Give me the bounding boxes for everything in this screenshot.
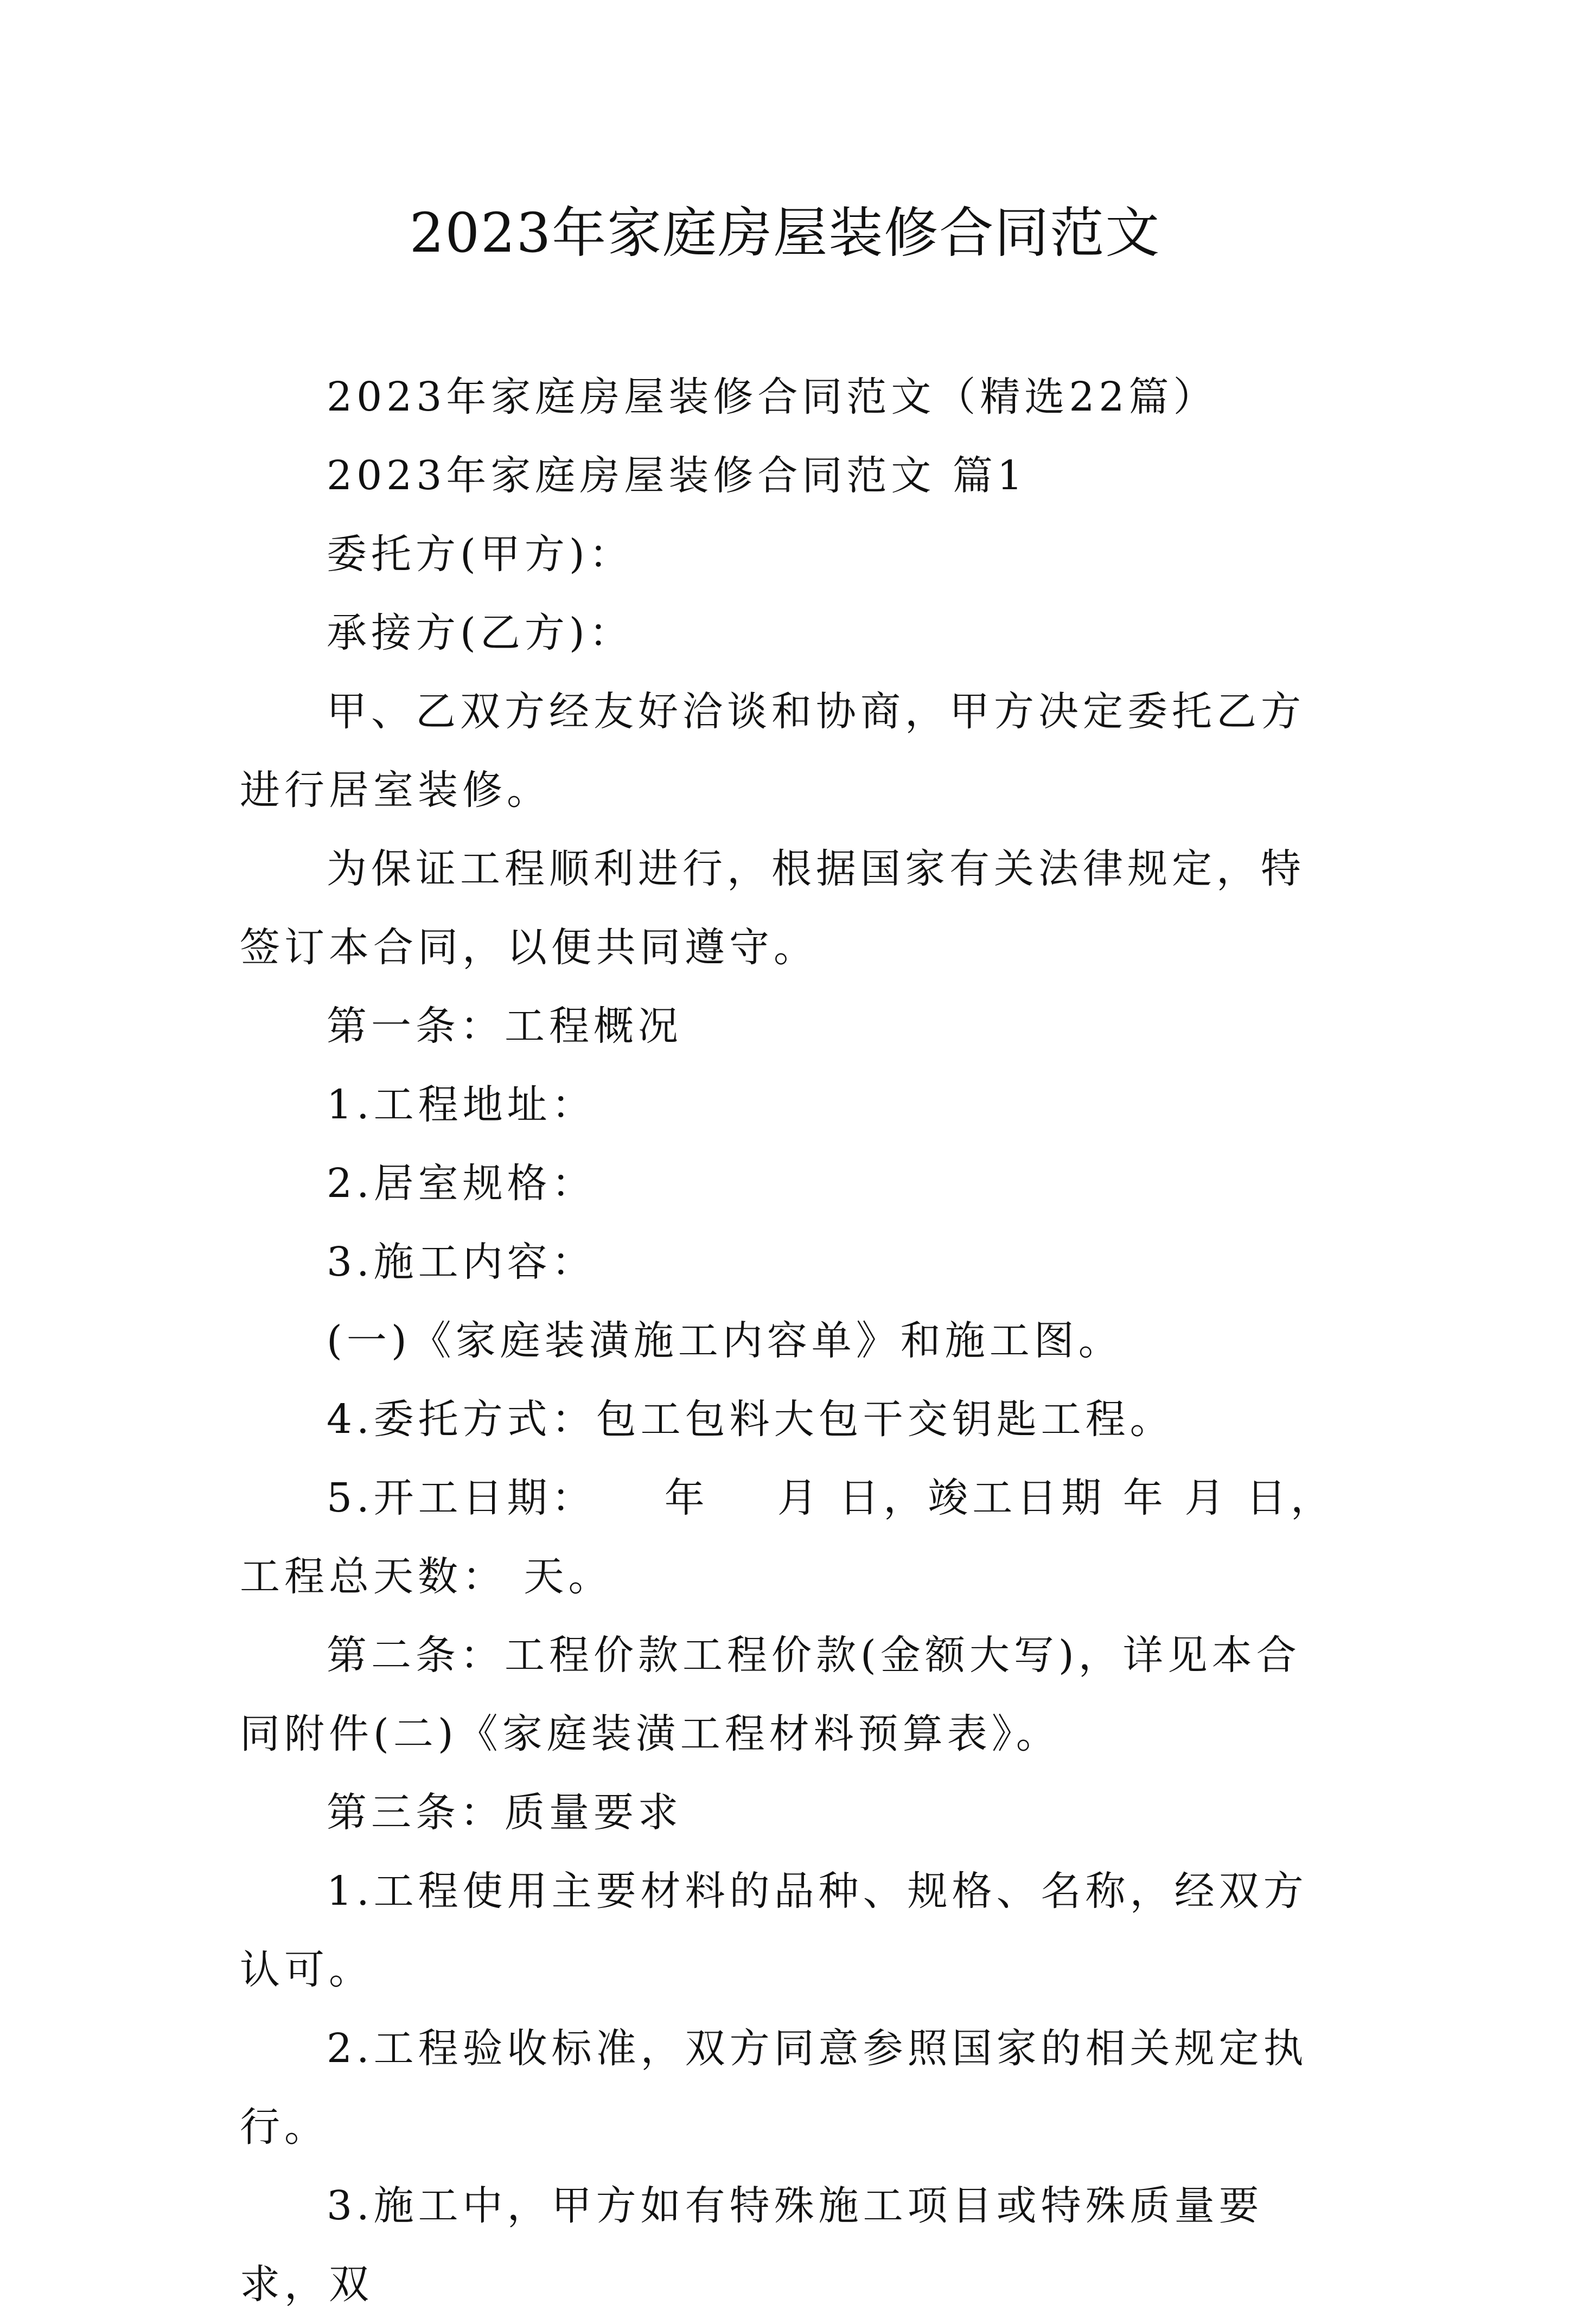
- document-title: 2023年家庭房屋装修合同范文: [409, 201, 1161, 265]
- paragraph: 3.施工中，甲方如有特殊施工项目或特殊质量要求，双: [240, 2182, 1263, 2308]
- paragraph: 第一条：工程概况: [327, 1003, 682, 1049]
- paragraph: 4.委托方式：包工包料大包干交钥匙工程。: [327, 1396, 1175, 1443]
- paragraph: 甲、乙双方经友好洽谈和协商，甲方决定委托乙方进行居室装修。: [240, 688, 1305, 814]
- paragraph: 2023年家庭房屋装修合同范文 篇1: [327, 452, 1027, 499]
- paragraph: 第三条：质量要求: [327, 1789, 682, 1836]
- paragraph: 承接方(乙方)：: [327, 610, 634, 656]
- paragraph: 第二条：工程价款工程价款(金额大写)，详见本合同附件(二)《家庭装潢工程材料预算表》。: [240, 1632, 1301, 1757]
- document-body: [240, 358, 1336, 2324]
- paragraph: 5.开工日期： 年 月 日，竣工日期 年 月 日，工程总天数： 天。: [240, 1475, 1335, 1600]
- paragraph: 2.工程验收标准，双方同意参照国家的相关规定执行。: [240, 2025, 1308, 2150]
- paragraph: (一)《家庭装潢施工内容单》和施工图。: [327, 1317, 1123, 1364]
- paragraph: 为保证工程顺利进行，根据国家有关法律规定，特签订本合同，以便共同遵守。: [240, 846, 1305, 971]
- paragraph: 2.居室规格：: [327, 1160, 596, 1207]
- paragraph: 1.工程使用主要材料的品种、规格、名称，经双方认可。: [240, 1868, 1308, 1993]
- paragraph: 2023年家庭房屋装修合同范文（精选22篇）: [327, 374, 1218, 420]
- paragraph: 委托方(甲方)：: [327, 531, 634, 578]
- paragraph: 3.施工内容：: [327, 1239, 596, 1285]
- paragraph: 1.工程地址：: [327, 1081, 596, 1128]
